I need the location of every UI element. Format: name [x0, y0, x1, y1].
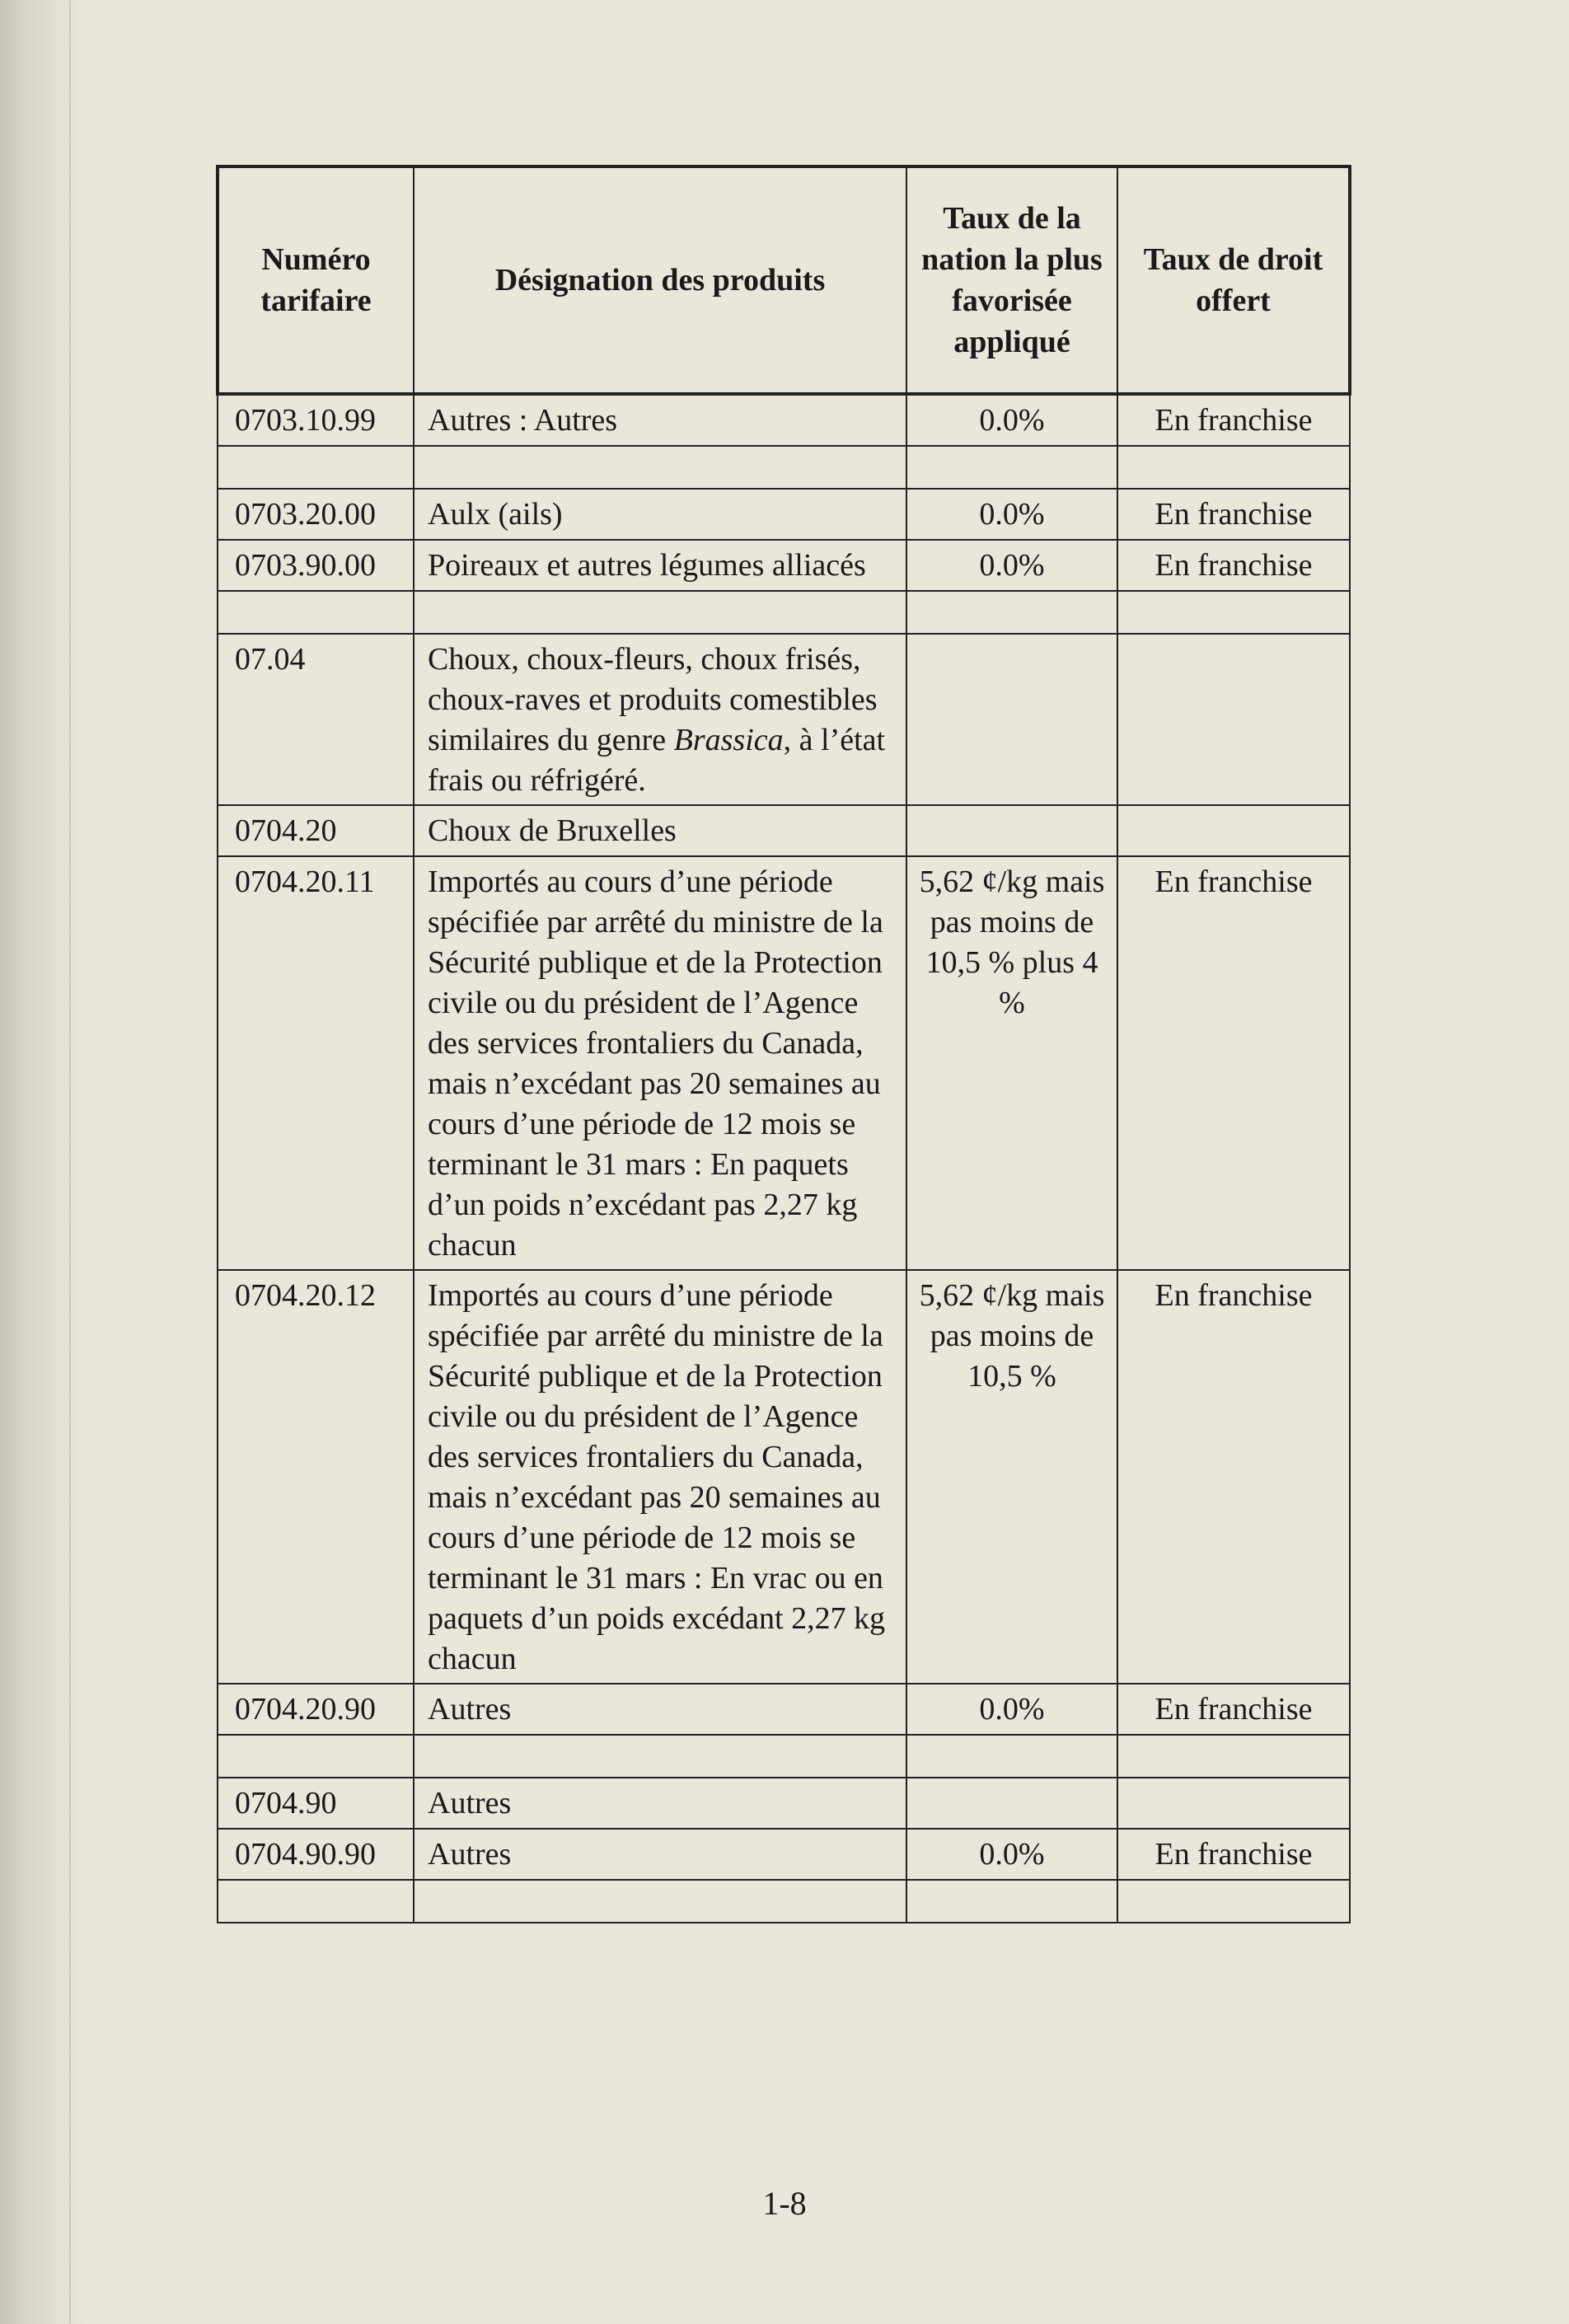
page-number: 1-8 [762, 2185, 807, 2222]
description-cell: Poireaux et autres légumes alliacés [414, 540, 906, 591]
tariff-number-cell: 0704.20.11 [218, 856, 414, 1270]
empty-cell [218, 446, 414, 489]
offered-rate-cell [1117, 1778, 1350, 1829]
table-header-row [218, 166, 1350, 394]
mfn-rate-cell: 0.0% [906, 1684, 1117, 1735]
description-cell: Aulx (ails) [414, 489, 906, 540]
mfn-rate-cell [906, 634, 1117, 805]
table-row [218, 489, 1350, 540]
description-cell: Choux de Bruxelles [414, 805, 906, 856]
description-cell: Autres [414, 1829, 906, 1880]
offered-rate-cell: En franchise [1117, 489, 1350, 540]
tariff-number-cell: 0703.20.00 [218, 489, 414, 540]
description-cell [414, 634, 906, 805]
empty-cell [414, 1880, 906, 1923]
description-cell: Importés au cours d’une période spécifiée par arrêté du ministre de la Sécurité publique et de la Protection civile ou du président de l’Agence des services frontaliers du Canada, mais n’excédant pas 20 semaines au cours d’une période de 12 mois se terminant le 31 mars : En vrac ou en paquets d’un poids excédant 2,27 kg chacun [414, 1270, 906, 1684]
offered-rate-cell: En franchise [1117, 1829, 1350, 1880]
description-cell: Autres [414, 1684, 906, 1735]
empty-cell [906, 1880, 1117, 1923]
table-row [218, 1829, 1350, 1880]
mfn-rate-cell: 0.0% [906, 1829, 1117, 1880]
mfn-rate-cell: 5,62 ¢/kg mais pas moins de 10,5 % [906, 1270, 1117, 1684]
offered-rate-cell: En franchise [1117, 394, 1350, 446]
empty-cell [1117, 446, 1350, 489]
empty-cell [218, 1735, 414, 1778]
header-tariff-number: Numéro tarifaire [218, 166, 414, 394]
mfn-rate-cell: 0.0% [906, 394, 1117, 446]
description-cell: Autres : Autres [414, 394, 906, 446]
table-row-empty [218, 446, 1350, 489]
header-description: Désignation des produits [414, 166, 906, 394]
table-row [218, 540, 1350, 591]
tariff-number-cell: 0703.90.00 [218, 540, 414, 591]
empty-cell [906, 591, 1117, 634]
description-text: Choux, choux-fleurs, choux frisés, choux-raves et produits comestibles similaires du genre [428, 642, 878, 757]
table-row [218, 856, 1350, 1270]
offered-rate-cell: En franchise [1117, 1270, 1350, 1684]
table-row [218, 1684, 1350, 1735]
header-mfn-rate: Taux de la nation la plus favorisée appliqué [906, 166, 1117, 394]
table-row [218, 1270, 1350, 1684]
offered-rate-cell: En franchise [1117, 1684, 1350, 1735]
offered-rate-cell [1117, 634, 1350, 805]
table-row-empty [218, 591, 1350, 634]
mfn-rate-cell: 0.0% [906, 489, 1117, 540]
empty-cell [218, 1880, 414, 1923]
tariff-table [216, 165, 1351, 1923]
offered-rate-cell [1117, 805, 1350, 856]
description-italic-text: Brassica [673, 723, 784, 757]
header-offered-rate: Taux de droit offert [1117, 166, 1350, 394]
tariff-number-cell: 0704.20 [218, 805, 414, 856]
empty-cell [1117, 591, 1350, 634]
tariff-number-cell: 0704.20.12 [218, 1270, 414, 1684]
offered-rate-cell: En franchise [1117, 856, 1350, 1270]
empty-cell [1117, 1735, 1350, 1778]
mfn-rate-cell [906, 805, 1117, 856]
table-row [218, 634, 1350, 805]
tariff-number-cell: 0704.20.90 [218, 1684, 414, 1735]
table-row [218, 1778, 1350, 1829]
table-row-empty [218, 1880, 1350, 1923]
mfn-rate-cell [906, 1778, 1117, 1829]
description-cell: Importés au cours d’une période spécifiée par arrêté du ministre de la Sécurité publique et de la Protection civile ou du président de l’Agence des services frontaliers du Canada, mais n’excédant pas 20 semaines au cours d’une période de 12 mois se terminant le 31 mars : En paquets d’un poids n’excédant pas 2,27 kg chacun [414, 856, 906, 1270]
description-cell: Autres [414, 1778, 906, 1829]
tariff-number-cell: 0703.10.99 [218, 394, 414, 446]
book-gutter-line [69, 0, 71, 2324]
mfn-rate-cell: 0.0% [906, 540, 1117, 591]
empty-cell [414, 1735, 906, 1778]
table-row-empty [218, 1735, 1350, 1778]
empty-cell [218, 591, 414, 634]
table-row [218, 805, 1350, 856]
tariff-number-cell: 07.04 [218, 634, 414, 805]
empty-cell [414, 591, 906, 634]
description-text: , à l’état frais ou réfrigéré. [428, 723, 886, 798]
table-row [218, 394, 1350, 446]
offered-rate-cell: En franchise [1117, 540, 1350, 591]
mfn-rate-cell: 5,62 ¢/kg mais pas moins de 10,5 % plus 4 % [906, 856, 1117, 1270]
book-spine-shadow [0, 0, 91, 2324]
empty-cell [1117, 1880, 1350, 1923]
empty-cell [414, 446, 906, 489]
tariff-number-cell: 0704.90 [218, 1778, 414, 1829]
tariff-number-cell: 0704.90.90 [218, 1829, 414, 1880]
empty-cell [906, 446, 1117, 489]
empty-cell [906, 1735, 1117, 1778]
